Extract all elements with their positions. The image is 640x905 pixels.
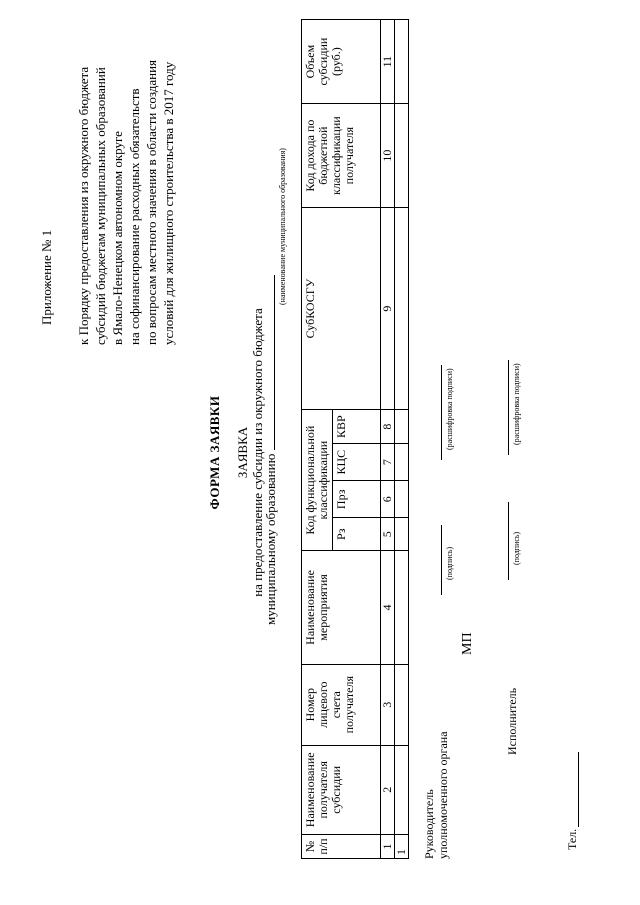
appendix-title: Приложение № 1 <box>39 229 54 325</box>
appendix-line: к Порядку предоставления из окружного бюджета <box>76 66 91 345</box>
column-number: 11 <box>381 20 395 104</box>
table-cell <box>395 664 409 745</box>
column-number: 1 <box>381 834 395 858</box>
table-cell <box>395 745 409 834</box>
executor-label: Исполнитель <box>505 687 519 755</box>
form-title: ФОРМА ЗАЯВКИ <box>207 395 222 510</box>
head-signature-caption: (подпись) <box>445 546 454 580</box>
municipality-label: муниципальному образованию <box>263 453 278 625</box>
head-signature-line <box>441 525 442 595</box>
stamp-place: МП <box>460 632 475 655</box>
header-kvr: КВР <box>333 410 381 444</box>
table-cell <box>395 444 409 481</box>
head-label-line-2: уполномоченного органа <box>436 731 450 859</box>
subsidy-table <box>301 19 409 859</box>
header-subkosgu: СубКОСГУ <box>302 208 381 410</box>
request-title: ЗАЯВКА <box>235 426 250 479</box>
municipality-blank <box>263 275 275 450</box>
municipality-caption: (наименование муниципального образования) <box>278 148 287 305</box>
header-kcs: КЦС <box>333 444 381 481</box>
column-number: 5 <box>381 518 395 551</box>
appendix-block <box>38 5 177 345</box>
header-account: Номер лицевого счета получателя <box>302 664 381 745</box>
column-number: 7 <box>381 444 395 481</box>
phone-line <box>578 752 579 827</box>
header-income-code: Код дохода по бюджетной классификации получателя <box>302 104 381 208</box>
header-prz: Прз <box>333 481 381 518</box>
appendix-line: в Ямало-Ненецком автономном округе <box>110 131 125 345</box>
executor-decode-line <box>508 360 509 455</box>
request-subtitle: на предоставление субсидии из окружного бюджета <box>250 308 265 597</box>
column-number: 10 <box>381 104 395 208</box>
header-recipient: Наименование получателя субсидии <box>302 745 381 834</box>
appendix-line: условий для жилищного строительства в 2017 году <box>161 61 176 345</box>
header-func-code: Код функциональной классификации <box>302 410 333 551</box>
column-number: 8 <box>381 410 395 444</box>
head-label <box>422 731 450 859</box>
head-decode-caption: (расшифровка подписи) <box>445 368 454 450</box>
appendix-line: субсидий бюджетам муниципальных образований <box>93 67 108 345</box>
header-rz: Рз <box>333 518 381 551</box>
appendix-line: на софинансирование расходных обязательств <box>127 88 142 345</box>
column-number-row <box>381 20 395 859</box>
appendix-line: по вопросам местного значения в области создания <box>144 59 159 345</box>
request-heading <box>235 0 265 905</box>
header-volume: Объем субсидии (руб.) <box>302 20 381 104</box>
phone-label: Тел. <box>565 828 579 850</box>
table-cell <box>395 551 409 665</box>
table-cell <box>395 104 409 208</box>
table-cell <box>395 518 409 551</box>
table-cell <box>395 481 409 518</box>
column-number: 3 <box>381 664 395 745</box>
executor-decode-caption: (расшифровка подписи) <box>512 363 521 445</box>
column-number: 9 <box>381 208 395 410</box>
header-num: № п/п <box>302 834 381 858</box>
table-cell <box>395 410 409 444</box>
column-number: 6 <box>381 481 395 518</box>
table-cell <box>395 20 409 104</box>
table-row <box>395 20 409 859</box>
head-label-line-1: Руководитель <box>422 789 436 859</box>
municipality-row <box>263 275 279 625</box>
executor-signature-caption: (подпись) <box>512 531 521 565</box>
table-cell <box>395 208 409 410</box>
head-decode-line <box>441 365 442 460</box>
column-number: 4 <box>381 551 395 665</box>
row-number: 1 <box>395 834 409 858</box>
executor-signature-line <box>508 502 509 580</box>
column-number: 2 <box>381 745 395 834</box>
table-header-row <box>302 20 333 859</box>
header-event: Наименование мероприятия <box>302 551 381 665</box>
